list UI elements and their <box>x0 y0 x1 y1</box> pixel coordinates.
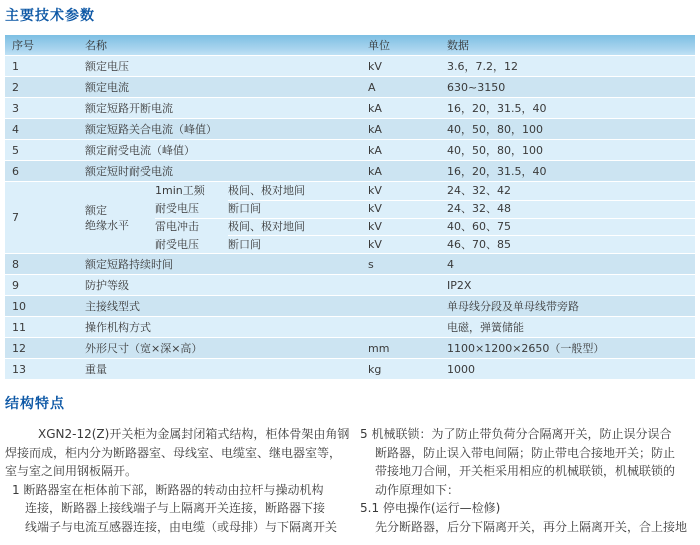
paragraph-line: XGN2-12(Z)开关柜为金属封闭箱式结构，柜体骨架由角钢 <box>38 427 350 441</box>
cell-test-type: 耐受电压 <box>155 202 199 216</box>
cell-data: 40，50，80，100 <box>447 122 543 136</box>
parameters-table <box>5 35 695 380</box>
cell-data: 46、70、85 <box>447 237 511 251</box>
table-row <box>5 359 695 380</box>
cell-unit: kV <box>368 202 382 216</box>
cell-name: 防护等级 <box>85 278 129 292</box>
cell-data: 电磁，弹簧储能 <box>447 320 524 334</box>
paragraph-line: 断路器，防止误入带电间隔；防止带电合接地开关；防止 <box>375 445 676 460</box>
paragraph-line: 室与室之间用钢板隔开。 <box>5 464 138 478</box>
table-row-insulation-level <box>5 182 695 254</box>
cell-unit: kV <box>368 237 382 251</box>
cell-data: 3.6，7.2，12 <box>447 59 518 73</box>
cell-name: 额定短时耐受电流 <box>85 164 173 178</box>
insulation-subrow <box>155 235 695 253</box>
page <box>0 8 700 545</box>
paragraph-line-clipped: 先分断路器，后分下隔离开关，再分上隔离开关，合上接地 <box>375 519 688 534</box>
cell-name: 重量 <box>85 362 107 376</box>
cell-no: 4 <box>12 122 19 136</box>
col-header-unit: 单位 <box>368 38 390 52</box>
cell-name: 额定短路持续时间 <box>85 257 173 271</box>
col-header-name: 名称 <box>85 38 107 52</box>
table-row <box>5 77 695 98</box>
section-title-parameters: 主要技术参数 <box>5 8 95 24</box>
cell-no: 7 <box>12 211 19 224</box>
cell-no: 1 <box>12 59 19 73</box>
cell-test-type: 1min工频 <box>155 184 205 198</box>
cell-unit: kA <box>368 101 382 115</box>
features-left-column <box>5 425 355 536</box>
cell-name: 额定电压 <box>85 59 129 73</box>
paragraph-line: 1 断路器室在柜体前下部，断路器的转动由拉杆与操动机构 <box>12 482 324 497</box>
cell-no: 11 <box>12 320 26 334</box>
cell-name: 主接线型式 <box>85 299 140 313</box>
insulation-subtable <box>155 182 695 253</box>
cell-name: 操作机构方式 <box>85 320 151 334</box>
cell-data: 单母线分段及单母线带旁路 <box>447 299 579 313</box>
features-right-column <box>360 425 698 536</box>
paragraph-line: 5 机械联锁：为了防止带负荷分合隔离开关，防止误分误合 <box>360 427 672 441</box>
paragraph-line: 动作原理如下： <box>375 482 460 497</box>
cell-data: IP2X <box>447 278 472 292</box>
cell-unit: s <box>368 257 374 271</box>
table-row <box>5 119 695 140</box>
insulation-subrow <box>155 200 695 218</box>
insulation-subrow <box>155 218 695 236</box>
cell-unit: kV <box>368 184 382 198</box>
cell-condition: 断口间 <box>228 202 261 216</box>
table-row <box>5 296 695 317</box>
table-row <box>5 254 695 275</box>
paragraph-line: 连接，断路器上接线端子与上隔离开关连接，断路器下接 <box>25 501 326 515</box>
col-header-no: 序号 <box>12 38 34 52</box>
cell-unit: kV <box>368 219 382 233</box>
cell-unit: kA <box>368 122 382 136</box>
cell-unit: A <box>368 80 376 94</box>
cell-name: 额定短路关合电流（峰值） <box>85 122 217 136</box>
cell-test-type: 耐受电压 <box>155 237 199 251</box>
cell-unit: kA <box>368 143 382 157</box>
cell-condition: 极间、极对地间 <box>228 219 305 233</box>
cell-name: 额定耐受电流（峰值） <box>85 143 195 157</box>
cell-data: 1000 <box>447 362 475 376</box>
features-body <box>0 425 700 545</box>
cell-no: 6 <box>12 164 19 178</box>
paragraph-line: 焊接而成，柜内分为断路器室、母线室、电缆室、继电器室等， <box>5 445 342 460</box>
cell-no: 2 <box>12 80 19 94</box>
table-header-row <box>5 35 695 56</box>
cell-data: 4 <box>447 257 454 271</box>
cell-no: 3 <box>12 101 19 115</box>
cell-data: 24、32、48 <box>447 202 511 216</box>
cell-unit: kg <box>368 362 382 376</box>
cell-name: 外形尺寸（宽×深×高） <box>85 341 203 355</box>
col-header-data: 数据 <box>447 38 469 52</box>
cell-no: 12 <box>12 341 26 355</box>
insulation-subrow <box>155 182 695 200</box>
cell-data: 24、32、42 <box>447 184 511 198</box>
cell-data: 630~3150 <box>447 80 506 94</box>
table-row <box>5 275 695 296</box>
cell-data: 40，50，80，100 <box>447 143 543 157</box>
cell-no: 10 <box>12 299 26 313</box>
table-row <box>5 338 695 359</box>
table-row <box>5 56 695 77</box>
cell-no: 9 <box>12 278 19 292</box>
cell-unit: kA <box>368 164 382 178</box>
table-row <box>5 161 695 182</box>
cell-name: 额定电流 <box>85 80 129 94</box>
cell-data: 40、60、75 <box>447 219 511 233</box>
paragraph-line: 5.1 停电操作(运行—检修) <box>360 501 501 515</box>
cell-condition: 断口间 <box>228 237 261 251</box>
paragraph-line-clipped: 线端子与电流互感器连接，由电缆（或母排）与下隔离开关 <box>25 519 338 534</box>
cell-no: 8 <box>12 257 19 271</box>
table-row <box>5 98 695 119</box>
cell-no: 5 <box>12 143 19 157</box>
paragraph-line: 带接地刀合闸，开关柜采用相应的机械联锁，机械联锁的 <box>375 464 676 478</box>
cell-unit: mm <box>368 341 390 355</box>
cell-unit: kV <box>368 59 382 73</box>
cell-data: 16，20，31.5，40 <box>447 101 547 115</box>
cell-insulation-label: 额定 绝缘水平 <box>85 203 129 232</box>
cell-test-type: 雷电冲击 <box>155 219 199 233</box>
table-row <box>5 140 695 161</box>
cell-name: 额定短路开断电流 <box>85 101 173 115</box>
cell-data: 16，20，31.5，40 <box>447 164 547 178</box>
cell-condition: 极间、极对地间 <box>228 184 305 198</box>
section-title-structure: 结构特点 <box>5 396 65 412</box>
table-row <box>5 317 695 338</box>
cell-data: 1100×1200×2650（一般型） <box>447 341 605 355</box>
cell-no: 13 <box>12 362 26 376</box>
